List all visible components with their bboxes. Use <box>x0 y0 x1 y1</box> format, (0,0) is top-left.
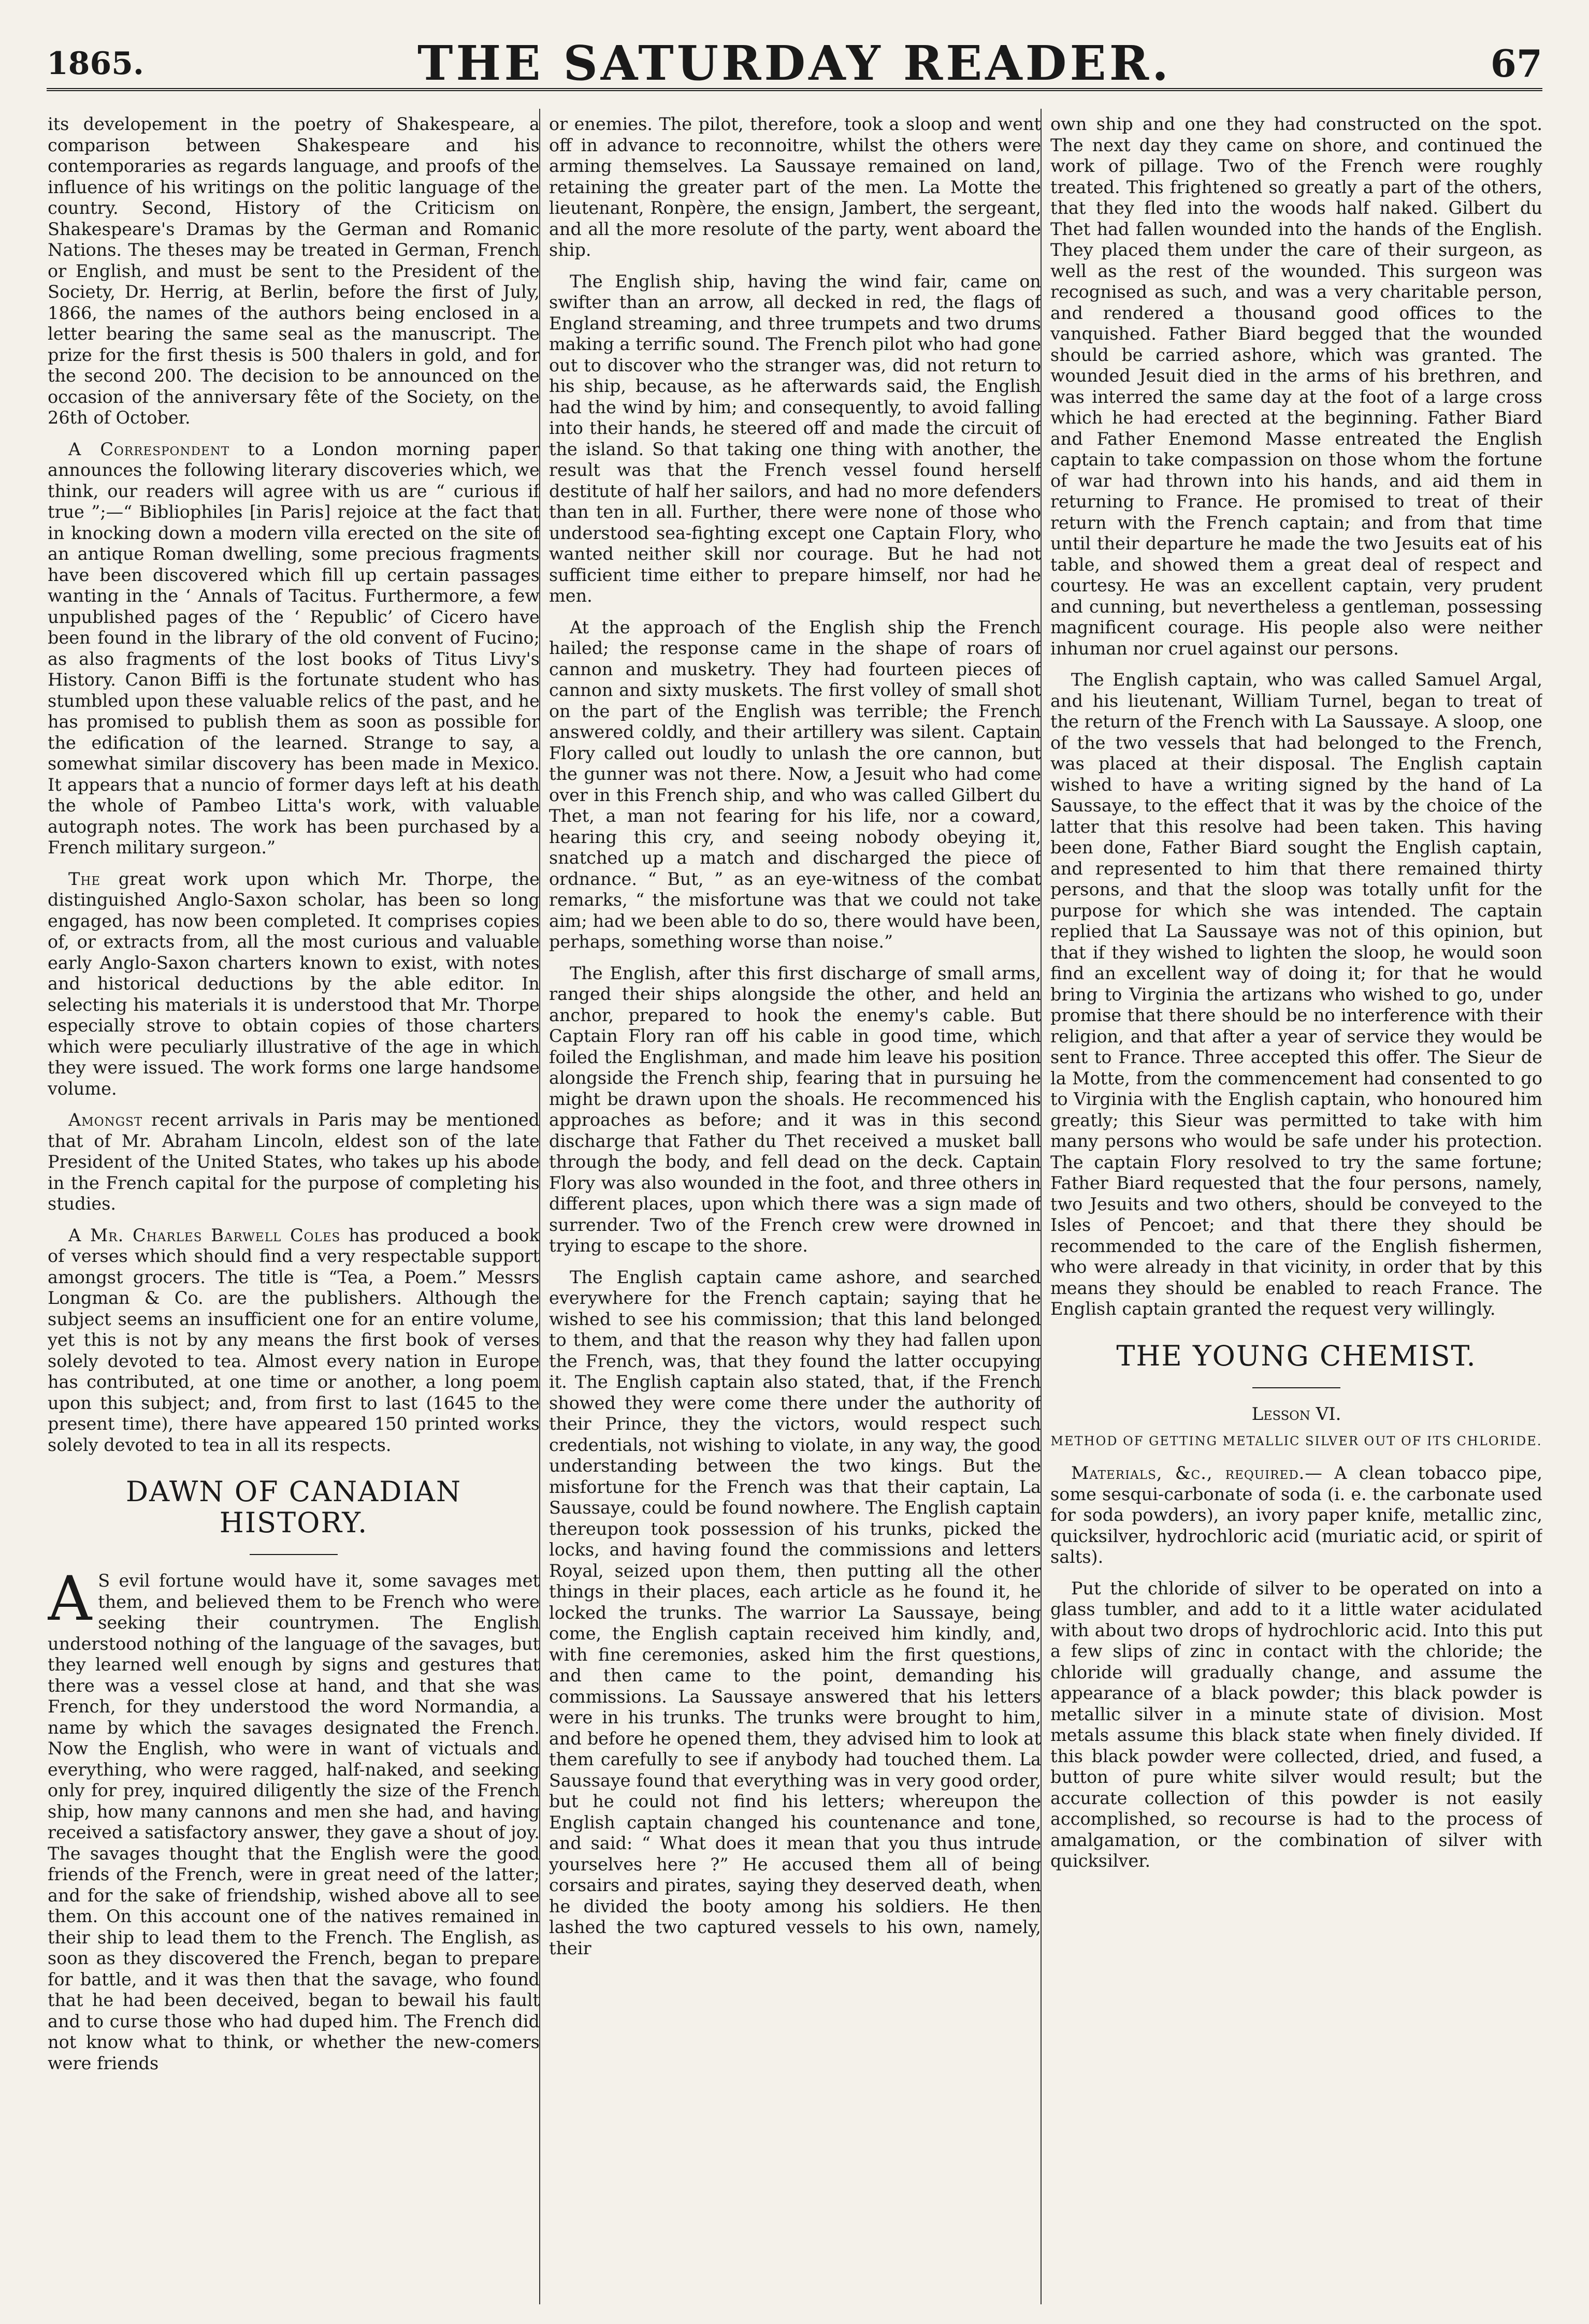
paragraph-lead: Amongst <box>68 1110 143 1130</box>
paragraph: The English captain, who was called Samuel Argal, and his lieutenant, William Turnel, began to treat of the return of the French with La Saussaye. A sloop, one of the two vessels that had belonged to the French, was placed at their disposal. The English captain wished to have a writing signed by the hand of La Saussaye, to the effect that it was by the choice of the latter that this resolve had been taken. This having been done, Father Biard sought the English captain, and represented to him that there remained thirty persons, and that the sloop was totally unfit for the purpose for which she was intended. The captain replied that La Saussaye was not of this opinion, but that if they wished to lighten the sloop, he would soon find an excellent way of doing it; for that he would bring to Virginia the artizans who wished to go, under promise that there should be no interference with their religion, and that after a year of service they would be sent to France. Three accepted this offer. The Sieur de la Motte, from the commencement had consented to go to Virginia with the English captain, who honoured him greatly; this Sieur was permitted to take with him many persons who would be safe under his protection. The captain Flory resolved to try the same fortune; Father Biard requested that the four persons, namely, two Jesuits and two others, should be conveyed to the Isles of Pencoet; and that there they should be recommended to the care of the English fishermen, who were already in that vicinity, in order that by this means they should be enabled to reach France. The English captain granted the request very willingly. <box>1050 670 1542 1319</box>
heading-rule <box>1252 1387 1340 1388</box>
paragraph-lead: The <box>68 868 101 889</box>
paragraph-text: recent arrivals in Paris may be mentioned that of Mr. Abraham Lincoln, eldest son of the late President of the United States, who takes up his abode in the French capital for the purpose of completing his studies. <box>48 1110 540 1214</box>
paragraph <box>48 1110 540 1215</box>
drop-cap: A <box>48 1563 92 1634</box>
lesson-number: Lesson VI. <box>1251 1403 1341 1425</box>
paragraph-lead: Materials, &c., required. <box>1071 1463 1305 1483</box>
paragraph <box>48 1225 540 1456</box>
paragraph-text: — A clean tobacco pipe, some sesqui-carbonate of soda (i. e. the carbonate used for soda powders), an ivory paper knife, metallic zinc, quicksilver, hydrochloric acid (muriatic acid, or spirit of salts). <box>1050 1463 1542 1567</box>
paragraph: The English, after this first discharge of small arms, ranged their ships alongside the other, and held an anchor, prepared to hook the enemy's cable. But Captain Flory ran off his cable in good time, which foiled the Englishman, and made him leave his position alongside the French ship, fearing that in pursuing he might be drawn upon the shoals. He recommenced his approaches as before; and it was in this second discharge that Father du Thet received a musket ball through the body, and fell dead on the deck. Captain Flory was also wounded in the foot, and three others in different places, upon which there was a sign made of surrender. Two of the French crew were drowned in trying to escape to the shore. <box>549 963 1041 1256</box>
paragraph <box>48 869 540 1100</box>
paragraph: own ship and one they had constructed on the spot. The next day they came on shore, and continued the work of pillage. Two of the French were roughly treated. This frightened so greatly a part of the others, that they fled into the woods half naked. Gilbert du Thet had fallen wounded into the hands of the English. They placed them under the care of their surgeon, as well as the rest of the wounded. This surgeon was recognised as such, and was a very charitable person, and rendered a thousand good offices to the vanquished. Father Biard begged that the wounded should be carried ashore, which was granted. The wounded Jesuit died in the arms of his brethren, and was interred the same day at the foot of a large cross which he had erected at the beginning. Father Biard and Father Enemond Masse entreated the English captain to take compassion on those whom the fortune of war had thrown into his hands, and aid them in returning to France. He promised to treat of their return with the French captain; and from that time until their departure he made the two Jesuits eat of his table, and showed them a great deal of respect and courtesy. He was an excellent captain, very prudent and cunning, but nevertheless a gentleman, possessing magnificent courage. His people also were neither inhuman nor cruel against our persons. <box>1050 114 1542 659</box>
paragraph: or enemies. The pilot, therefore, took a sloop and went off in advance to reconnoitre, whilst the others were arming themselves. La Saussaye remained on land, retaining the greater part of the men. La Motte the lieutenant, Ronpère, the ensign, Jambert, the sergeant, and all the more resolute of the party, went aboard the ship. <box>549 114 1041 260</box>
column-1 <box>48 114 540 2289</box>
paragraph-text: great work upon which Mr. Thorpe, the distinguished Anglo-Saxon scholar, has been so long engaged, has now been completed. It comprises copies of, or extracts from, all the most curious and valuable early Anglo-Saxon charters known to exist, with notes and historical deductions by the able editor. In selecting his materials it is understood that Mr. Thorpe especially strove to obtain copies of those charters which were peculiarly illustrative of the age in which they were issued. The work forms one large handsome volume. <box>48 868 540 1099</box>
paragraph: its developement in the poetry of Shakespeare, a comparison between Shakespeare and his contemporaries as regards language, and proofs of the influence of his writings on the politic language of the country. Second, History of the Criticism on Shakespeare's Dramas by the German and Romanic Nations. The theses may be treated in German, French or English, and must be sent to the President of the Society, Dr. Herrig, at Berlin, before the first of July, 1866, the names of the authors being enclosed in a letter bearing the same seal as the manuscript. The prize for the first thesis is 500 thalers in gold, and for the second 200. The decision to be announced on the occasion of the anniversary fête of the Society, on the 26th of October. <box>48 114 540 428</box>
page-number: 67 <box>1490 41 1542 85</box>
paragraph: The English captain came ashore, and searched everywhere for the French captain; saying that he wished to see his commission; that this land belonged to them, and that the reason why they had fallen upon the French, was, that they found the latter occupying it. The English captain also stated, that, if the French showed they were come there under the authority of their Prince, they the victors, would respect such credentials, not wishing to violate, in any way, the good understanding between the two kings. But the misfortune for the French was that their captain, La Saussaye, could be found nowhere. The English captain thereupon took possession of his trunks, picked the locks, and having found the commissions and letters Royal, seized upon them, then putting all the other things in their places, each article as he found it, he locked the trunks. The warrior La Saussaye, being come, the English captain received him kindly, and, with fine ceremonies, asked him the first questions, and then came to the point, demanding his commissions. La Saussaye answered that his letters were in his trunks. The trunks were brought to him, and before he opened them, they advised him to look at them carefully to see if anybody had touched them. La Saussaye found that everything was in very good order, but he could not find his letters; whereupon the English captain changed his countenance and tone, and said: “ What does it mean that you thus intrude yourselves here ?” He accused them all of being corsairs and pirates, saying they deserved death, when he divided the booty among his soldiers. He then lashed the two captured vessels to his own, namely, their <box>549 1267 1041 1958</box>
paragraph-text: S evil fortune would have it, some savages met them, and believed them to be French who were seeking their countrymen. The English understood nothing of the language of the savages, but they learned well enough by signs and gestures that there was a vessel close at hand, and that she was French, for they understood the word Normandia, a name by which the savages designated the French. Now the English, who were in want of victuals and everything, who were ragged, half-naked, and seeking only for prey, inquired diligently the size of the French ship, how many cannons and men she had, and having received a satisfactory answer, they gave a shout of joy. The savages thought that the English were the good friends of the French, were in great need of the latter; and for the sake of friendship, wished above all to see them. On this account one of the natives remained in their ship to lead them to the French. The English, as soon as they discovered the French, began to prepare for battle, and it was then that the savage, who found that he had been deceived, began to bewail his fault and to curse those who had duped him. The French did not know what to think, or whether the new-comers were friends <box>48 1571 540 2073</box>
paragraph <box>48 439 540 859</box>
masthead <box>47 21 1542 91</box>
lesson-subheading: METHOD OF GETTING METALLIC SILVER OUT OF ITS CHLORIDE. <box>1050 1434 1542 1448</box>
publication-title: THE SATURDAY READER. <box>417 35 1172 91</box>
paragraph: The English ship, having the wind fair, came on swifter than an arrow, all decked in red, the flags of England streaming, and three trumpets and two drums making a terrific sound. The French pilot who had gone out to discover who the stranger was, did not return to his ship, because, as he afterwards said, the English had the wind by him; and consequently, to avoid falling into their hands, he steered off and made the circuit of the island. So that taking one thing with another, the result was that the French vessel found herself destitute of half her sailors, and had no more defenders than ten in all. Further, there were none of those who understood sea-fighting except one Captain Flory, who wanted neither skill nor courage. But he had not sufficient time either to prepare himself, nor had he men. <box>549 271 1041 606</box>
paragraph <box>1050 1463 1542 1568</box>
column-2 <box>549 114 1041 2289</box>
section-heading-young-chemist: THE YOUNG CHEMIST. <box>1116 1339 1477 1372</box>
paragraph-text: has produced a book of verses which should find a very respectable support amongst grocers. The title is “Tea, a Poem.” Messrs Longman & Co. are the publishers. Although the subject seems an insufficient one for an entire volume, yet this is not by any means the first book of verses solely devoted to tea. Almost every nation in Europe has contributed, at one time or another, a long poem upon this subject; and, from first to last (1645 to the present time), there have appeared 150 printed works solely devoted to tea in all its respects. <box>48 1225 540 1455</box>
year: 1865. <box>47 46 144 82</box>
paragraph-lead: A Correspondent <box>68 439 230 459</box>
section-heading-canadian-history: DAWN OF CANADIAN HISTORY. <box>125 1475 462 1539</box>
paragraph <box>48 1563 540 2074</box>
paragraph-text: to a London morning paper announces the following literary discoveries which, we think, our readers will agree with us are “ curious if true ”;—“ Bibliophiles [in Paris] rejoice at the fact that in knocking down a modern villa erected on the site of an antique Roman dwelling, some precious fragments have been discovered which fill up certain passages wanting in the ‘ Annals of Tacitus. Furthermore, a few unpublished pages of the ‘ Republic’ of Cicero have been found in the library of the old convent of Fucino; as also fragments of the lost books of Titus Livy's History. Canon Biffi is the fortunate student who has stumbled upon these valuable relics of the past, and he has promised to publish them as soon as possible for the edification of the learned. Strange to say, a somewhat similar discovery has been made in Mexico. It appears that a nuncio of former days left at his death the whole of Pambeo Litta's work, with valuable autograph notes. The work has been purchased by a French military surgeon.” <box>48 439 540 858</box>
paragraph-lead: A Mr. Charles Barwell Coles <box>68 1225 341 1245</box>
column-3 <box>1050 114 1542 2289</box>
heading-rule <box>250 1554 338 1555</box>
paragraph: Put the chloride of silver to be operated on into a glass tumbler, and add to it a little water acidulated with about two drops of hydrochloric acid. Into this put a few slips of zinc in contact with the chloride; the chloride will gradually change, and assume the appearance of a black powder; this black powder is metallic silver in a minute state of division. Most metals assume this black state when finely divided. If this black powder were collected, dried, and fused, a button of pure white silver would result; but the accurate collection of this powder is not easily accomplished, so recourse is had to the process of amalgamation, or the combination of silver with quicksilver. <box>1050 1578 1542 1871</box>
paragraph: At the approach of the English ship the French hailed; the response came in the shape of roars of cannon and musketry. They had fourteen pieces of cannon and sixty muskets. The first volley of small shot on the part of the English was terrible; the French answered coldly, and their artillery was silent. Captain Flory called out loudly to unlash the ore cannon, but the gunner was not there. Now, a Jesuit who had come over in this French ship, and who was called Gilbert du Thet, a man not fearing for his life, nor a coward, hearing this cry, and seeing nobody obeying it, snatched up a match and discharged the piece of ordnance. “ But, ” as an eye-witness of the combat remarks, “ the misfortune was that we could not take aim; had we been able to do so, there would have been, perhaps, something worse than noise.” <box>549 617 1041 952</box>
